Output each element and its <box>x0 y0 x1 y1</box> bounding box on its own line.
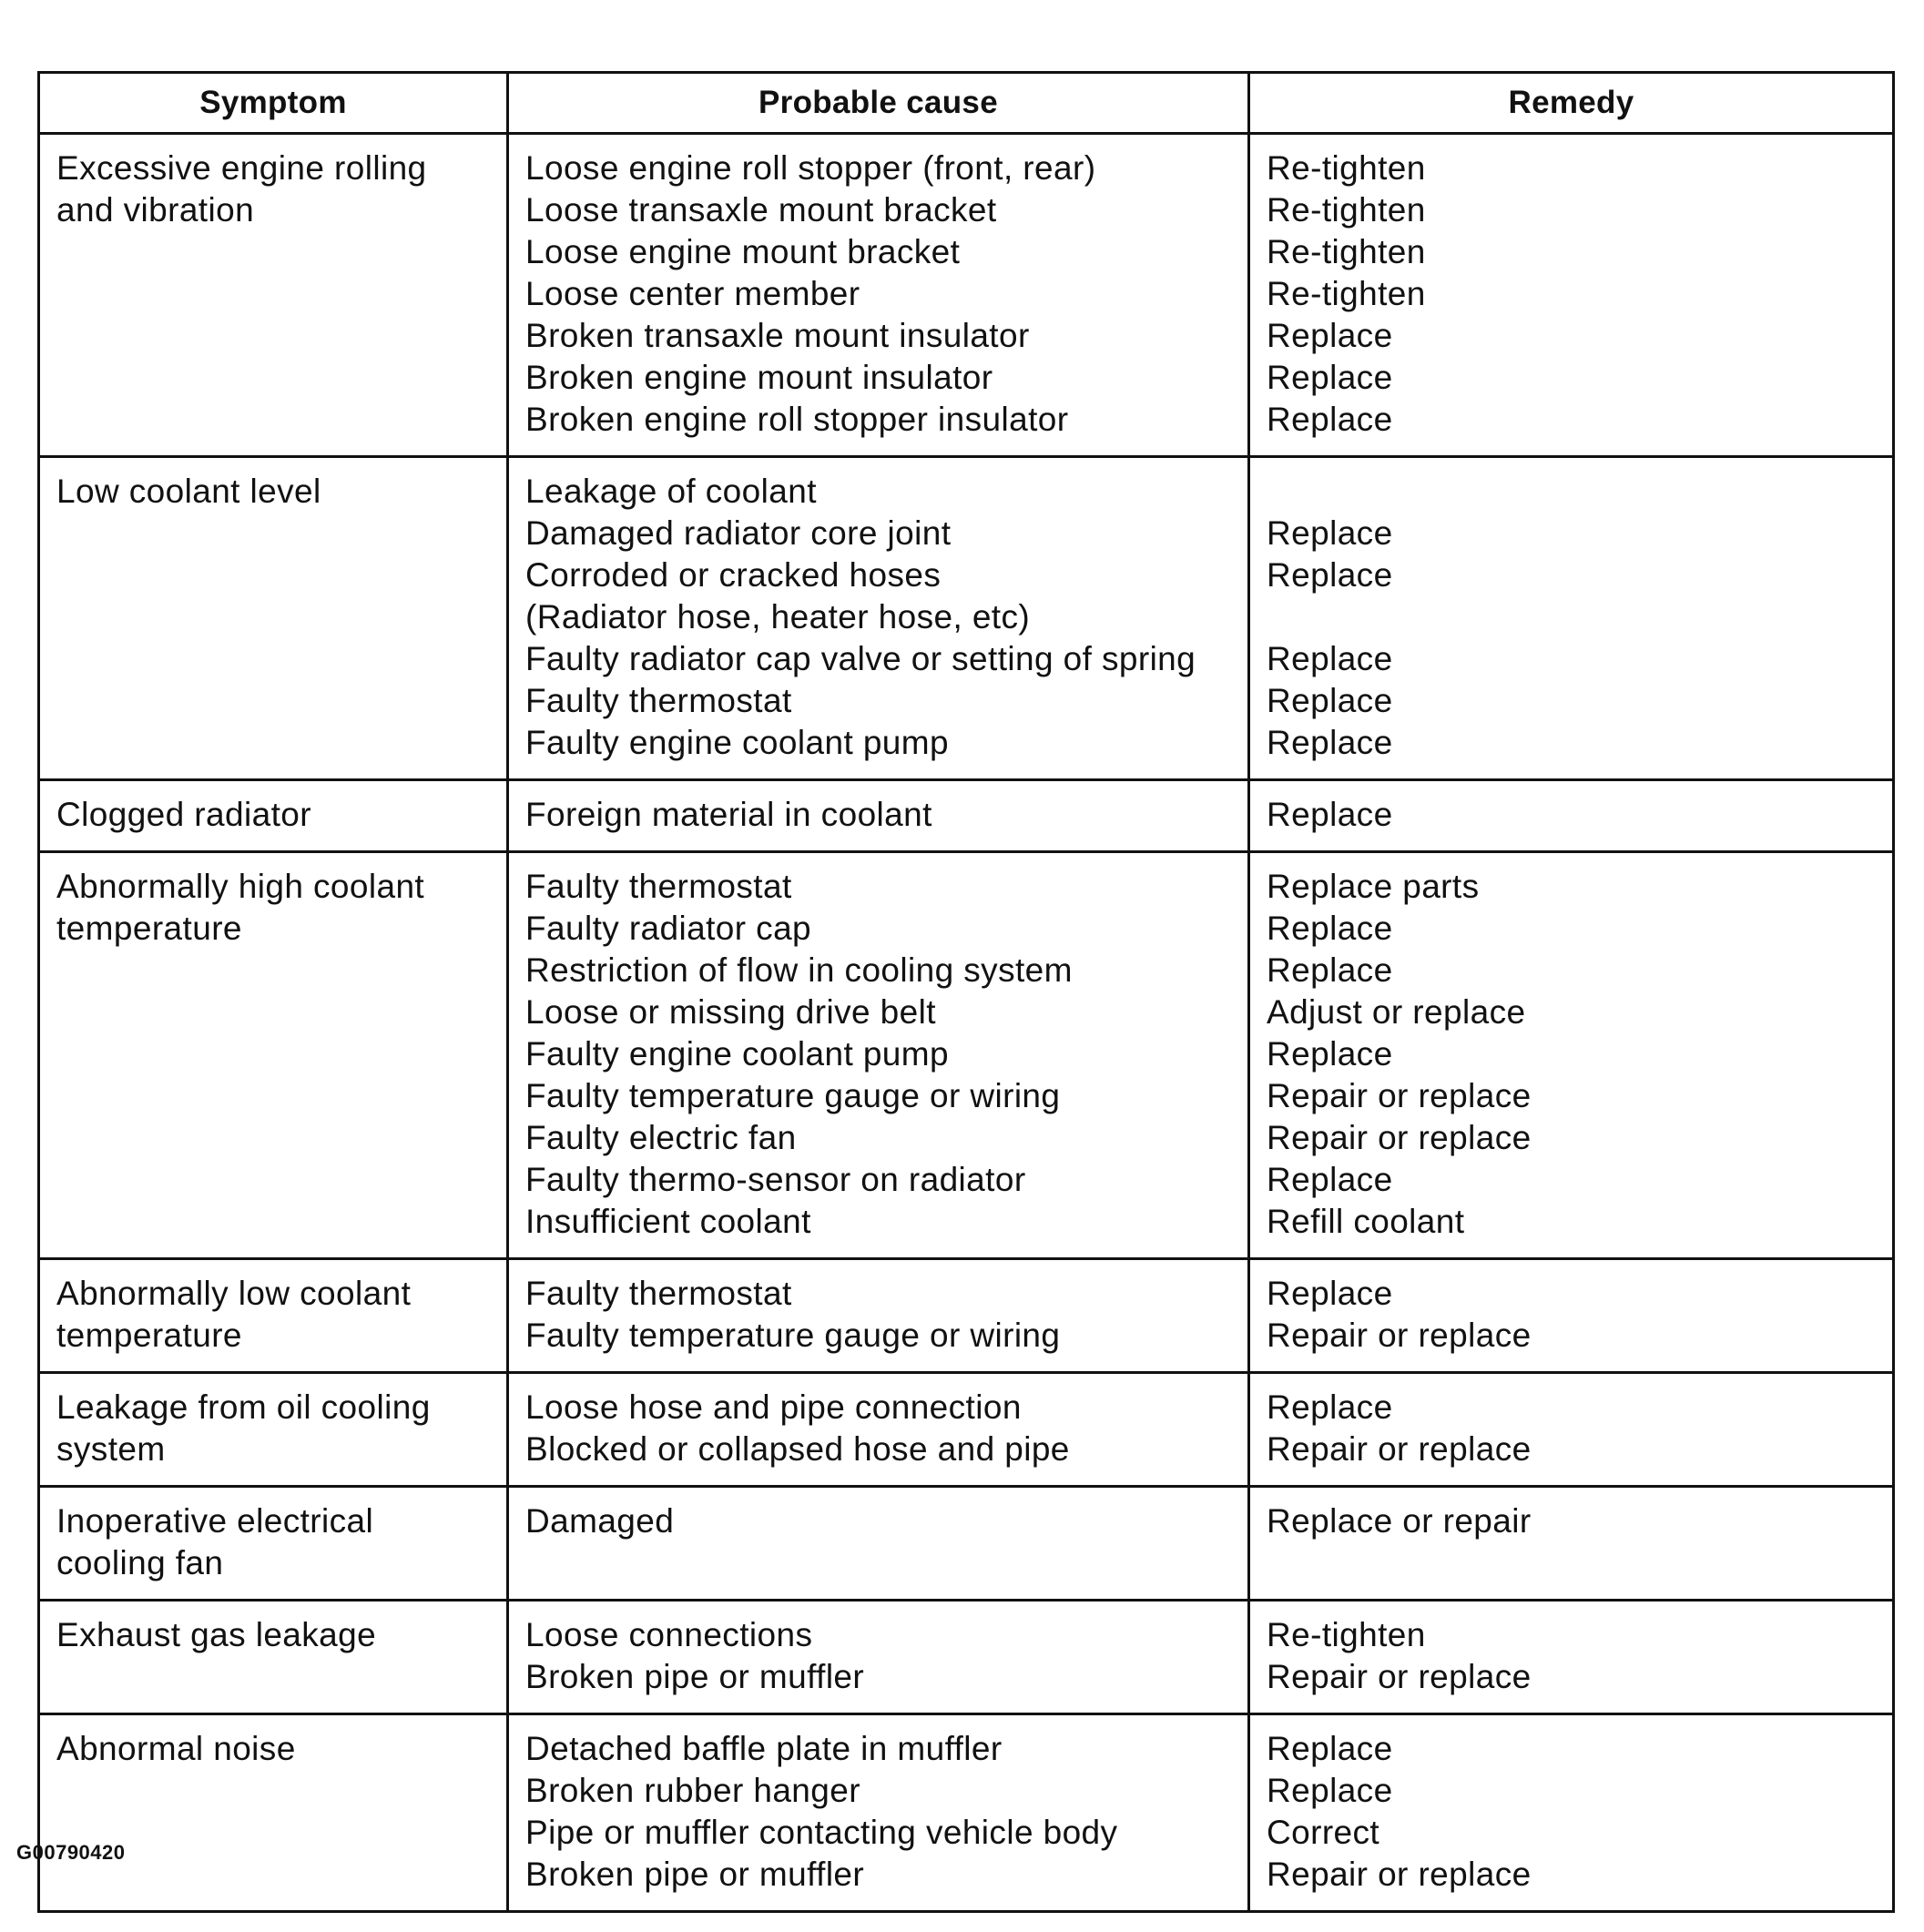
remedy-line: Repair or replace <box>1267 1658 1532 1695</box>
cause-line: Restriction of flow in cooling system <box>525 951 1073 989</box>
symptom-text: Leakage from oil cooling system <box>56 1388 431 1468</box>
remedy-line: Replace <box>1267 317 1393 354</box>
cause-line: Loose hose and pipe connection <box>525 1388 1022 1426</box>
remedy-line: Repair or replace <box>1267 1856 1532 1893</box>
cause-line: Loose or missing drive belt <box>525 993 936 1031</box>
remedy-line: Replace <box>1267 1035 1393 1073</box>
cause-line: Faulty temperature gauge or wiring <box>525 1077 1061 1114</box>
probable-cause-cell <box>508 457 1249 780</box>
table-header-row <box>39 73 1894 134</box>
remedy-line: Replace parts <box>1267 868 1480 905</box>
cause-line: Insufficient coolant <box>525 1203 811 1240</box>
cause-line: Faulty thermostat <box>525 682 792 719</box>
cause-line: Foreign material in coolant <box>525 796 932 833</box>
header-symptom: Symptom <box>39 73 508 134</box>
table-row <box>39 852 1894 1259</box>
remedy-line: Replace <box>1267 359 1393 396</box>
symptom-cell <box>39 1714 508 1912</box>
cause-line: Loose engine roll stopper (front, rear) <box>525 149 1096 187</box>
table-row <box>39 457 1894 780</box>
remedy-line: Replace <box>1267 682 1393 719</box>
remedy-line: Replace <box>1267 1730 1393 1767</box>
cause-line: Faulty temperature gauge or wiring <box>525 1317 1061 1354</box>
remedy-line: Re-tighten <box>1267 233 1426 270</box>
remedy-line: Re-tighten <box>1267 191 1426 229</box>
probable-cause-cell <box>508 1714 1249 1912</box>
table-row <box>39 1487 1894 1601</box>
symptom-cell <box>39 1601 508 1714</box>
remedy-line: Repair or replace <box>1267 1430 1532 1468</box>
remedy-cell <box>1249 852 1894 1259</box>
table-row <box>39 1373 1894 1487</box>
remedy-line: Replace <box>1267 514 1393 552</box>
cause-line: Broken engine mount insulator <box>525 359 993 396</box>
troubleshooting-table <box>37 71 1895 1913</box>
cause-line: Loose engine mount bracket <box>525 233 961 270</box>
symptom-text: Inoperative electrical cooling fan <box>56 1502 374 1581</box>
symptom-cell <box>39 1373 508 1487</box>
cause-line: (Radiator hose, heater hose, etc) <box>525 598 1031 636</box>
symptom-text: Excessive engine rolling and vibration <box>56 149 427 229</box>
probable-cause-cell <box>508 780 1249 852</box>
cause-line: Loose center member <box>525 275 860 312</box>
remedy-cell <box>1249 1601 1894 1714</box>
cause-line: Loose connections <box>525 1616 813 1653</box>
remedy-cell <box>1249 134 1894 457</box>
remedy-line <box>1267 596 1876 638</box>
table-row <box>39 134 1894 457</box>
cause-line: Faulty engine coolant pump <box>525 1035 949 1073</box>
remedy-cell <box>1249 1373 1894 1487</box>
cause-line: Faulty thermostat <box>525 868 792 905</box>
remedy-line: Replace <box>1267 1275 1393 1312</box>
cause-line: Damaged radiator core joint <box>525 514 952 552</box>
cause-line: Faulty radiator cap valve or setting of spring <box>525 640 1196 677</box>
remedy-line: Replace <box>1267 640 1393 677</box>
remedy-cell <box>1249 1259 1894 1373</box>
remedy-line: Replace <box>1267 724 1393 761</box>
symptom-text: Clogged radiator <box>56 796 311 833</box>
symptom-cell <box>39 1259 508 1373</box>
probable-cause-cell <box>508 1259 1249 1373</box>
header-remedy: Remedy <box>1249 73 1894 134</box>
cause-line: Broken pipe or muffler <box>525 1856 865 1893</box>
remedy-line: Replace <box>1267 1388 1393 1426</box>
remedy-line: Re-tighten <box>1267 275 1426 312</box>
cause-line: Corroded or cracked hoses <box>525 556 942 594</box>
probable-cause-cell <box>508 1487 1249 1601</box>
cause-line: Loose transaxle mount bracket <box>525 191 997 229</box>
symptom-text: Abnormally high coolant temperature <box>56 868 425 947</box>
symptom-cell <box>39 457 508 780</box>
symptom-cell <box>39 780 508 852</box>
probable-cause-cell <box>508 134 1249 457</box>
symptom-cell <box>39 852 508 1259</box>
remedy-line: Replace <box>1267 401 1393 438</box>
cause-line: Faulty radiator cap <box>525 910 812 947</box>
table-row <box>39 780 1894 852</box>
symptom-text: Low coolant level <box>56 473 321 510</box>
cause-line: Leakage of coolant <box>525 473 817 510</box>
remedy-line: Refill coolant <box>1267 1203 1465 1240</box>
remedy-line: Replace <box>1267 910 1393 947</box>
cause-line: Broken engine roll stopper insulator <box>525 401 1069 438</box>
remedy-line: Replace or repair <box>1267 1502 1532 1540</box>
troubleshooting-table-container <box>37 71 1892 1913</box>
remedy-cell <box>1249 457 1894 780</box>
cause-line: Faulty engine coolant pump <box>525 724 949 761</box>
remedy-line: Repair or replace <box>1267 1077 1532 1114</box>
remedy-line <box>1267 471 1876 513</box>
cause-line: Detached baffle plate in muffler <box>525 1730 1003 1767</box>
remedy-line: Repair or replace <box>1267 1119 1532 1156</box>
remedy-line: Re-tighten <box>1267 149 1426 187</box>
remedy-cell <box>1249 780 1894 852</box>
cause-line: Pipe or muffler contacting vehicle body <box>525 1814 1118 1851</box>
probable-cause-cell <box>508 852 1249 1259</box>
cause-line: Faulty thermo-sensor on radiator <box>525 1161 1026 1198</box>
cause-line: Blocked or collapsed hose and pipe <box>525 1430 1070 1468</box>
symptom-cell <box>39 134 508 457</box>
probable-cause-cell <box>508 1373 1249 1487</box>
symptom-cell <box>39 1487 508 1601</box>
cause-line: Broken transaxle mount insulator <box>525 317 1030 354</box>
symptom-text: Abnormal noise <box>56 1730 296 1767</box>
probable-cause-cell <box>508 1601 1249 1714</box>
remedy-line: Correct <box>1267 1814 1380 1851</box>
remedy-line: Replace <box>1267 951 1393 989</box>
figure-id: G00790420 <box>16 1841 126 1864</box>
remedy-line: Replace <box>1267 1161 1393 1198</box>
header-probable-cause: Probable cause <box>508 73 1249 134</box>
symptom-text: Abnormally low coolant temperature <box>56 1275 412 1354</box>
remedy-line: Replace <box>1267 796 1393 833</box>
cause-line: Faulty electric fan <box>525 1119 797 1156</box>
cause-line: Broken pipe or muffler <box>525 1658 865 1695</box>
table-body <box>39 134 1894 1912</box>
remedy-cell <box>1249 1487 1894 1601</box>
cause-line: Broken rubber hanger <box>525 1772 860 1809</box>
remedy-line: Replace <box>1267 1772 1393 1809</box>
symptom-text: Exhaust gas leakage <box>56 1616 377 1653</box>
table-row <box>39 1259 1894 1373</box>
table-row <box>39 1714 1894 1912</box>
cause-line: Faulty thermostat <box>525 1275 792 1312</box>
remedy-line: Replace <box>1267 556 1393 594</box>
cause-line: Damaged <box>525 1502 675 1540</box>
remedy-line: Re-tighten <box>1267 1616 1426 1653</box>
table-row <box>39 1601 1894 1714</box>
remedy-line: Adjust or replace <box>1267 993 1526 1031</box>
remedy-cell <box>1249 1714 1894 1912</box>
remedy-line: Repair or replace <box>1267 1317 1532 1354</box>
